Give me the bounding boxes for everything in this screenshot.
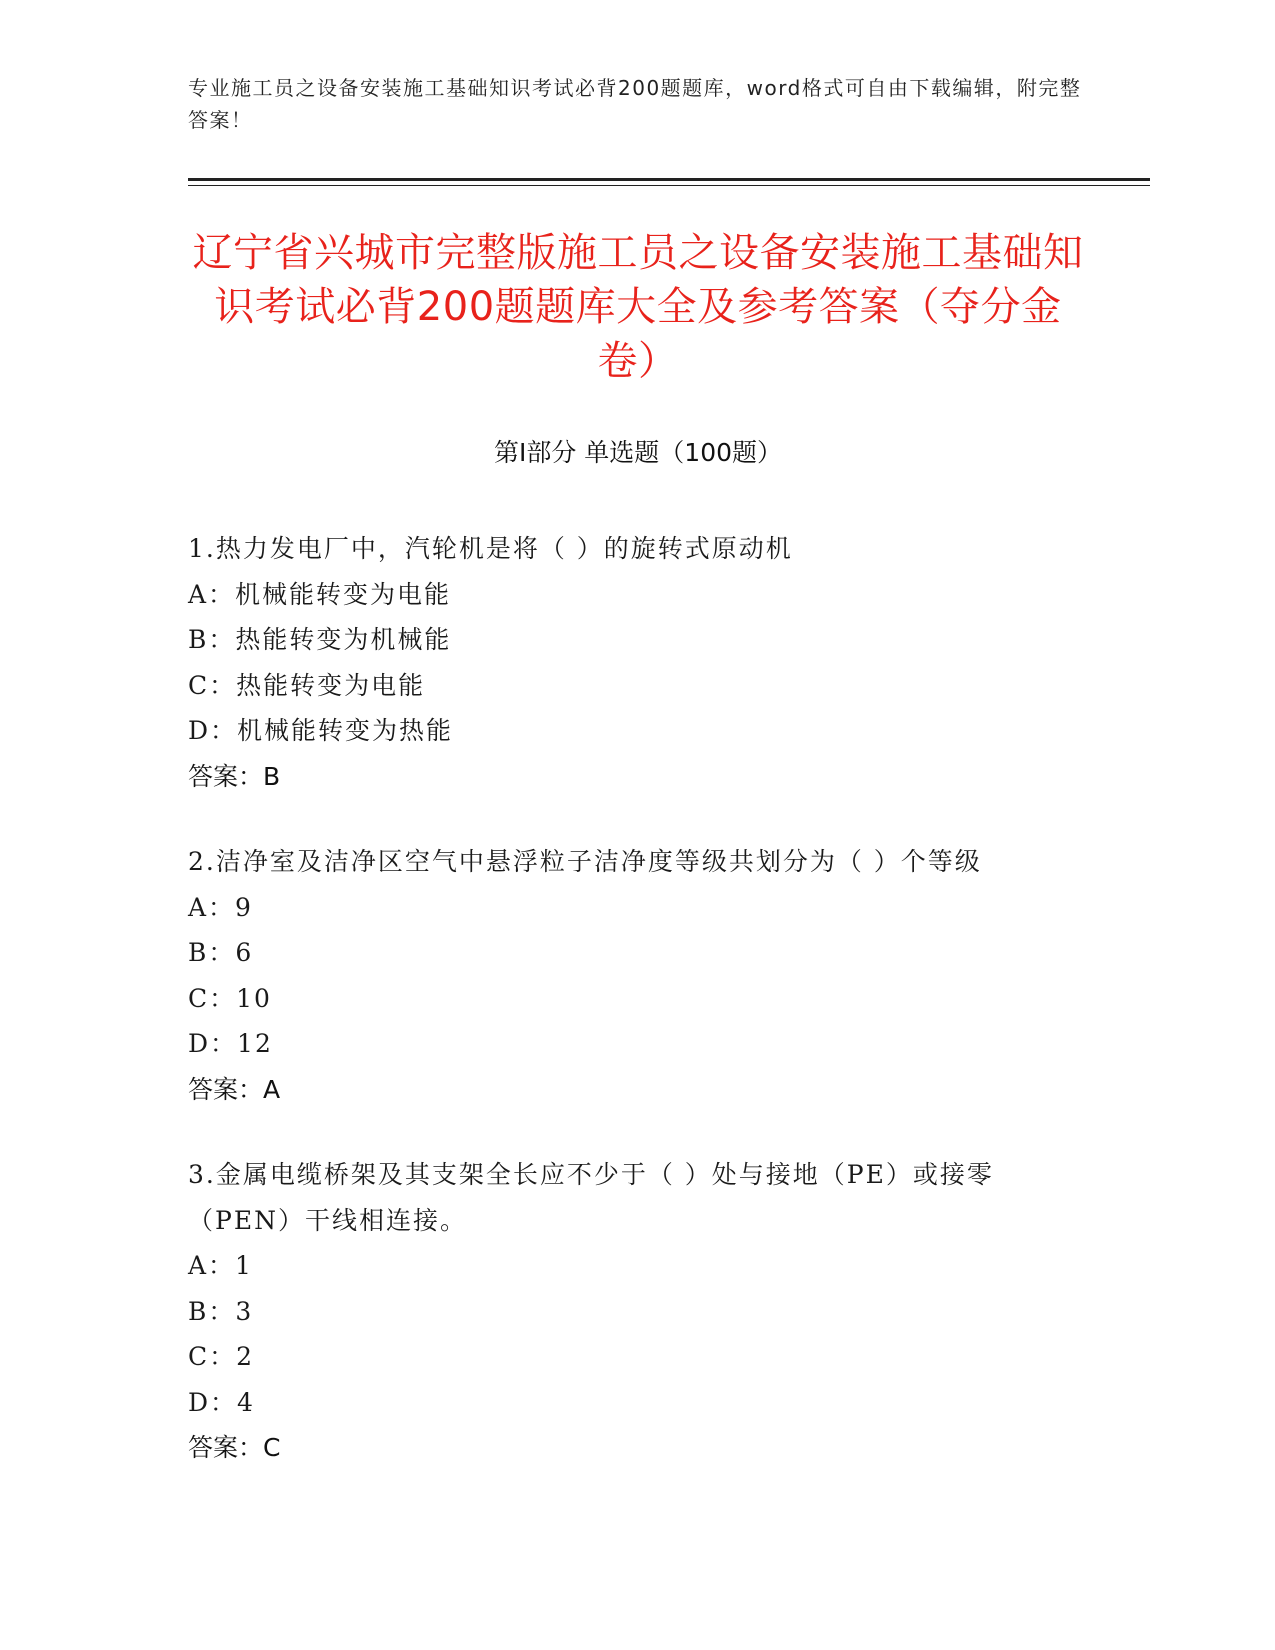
option-c: C：热能转变为电能 <box>188 670 426 700</box>
question-item <box>188 1152 1088 1471</box>
option-b: B：6 <box>188 938 254 967</box>
question-stem: 3.金属电缆桥架及其支架全长应不少于（ ）处与接地（PE）或接零（PEN）干线相连接。 <box>188 1160 994 1235</box>
option-d: D：机械能转变为热能 <box>188 716 454 745</box>
header-note: 专业施工员之设备安装施工基础知识考试必背200题题库，word格式可自由下载编辑，附完整答案！ <box>188 76 1082 132</box>
question-stem: 2.洁净室及洁净区空气中悬浮粒子洁净度等级共划分为（ ）个等级 <box>188 847 982 876</box>
option-d: D：4 <box>188 1387 255 1417</box>
option-b: B：热能转变为机械能 <box>188 625 452 654</box>
option-a: A：9 <box>188 892 253 922</box>
option-c: C：10 <box>188 983 272 1013</box>
answer-text: 答案：C <box>188 1433 281 1462</box>
header-divider-thick <box>188 178 1150 181</box>
option-a: A：机械能转变为电能 <box>188 579 452 609</box>
document-title: 辽宁省兴城市完整版施工员之设备安装施工基础知识考试必背200题题库大全及参考答案（夺分金卷） <box>192 230 1084 384</box>
answer-text: 答案：B <box>188 761 281 791</box>
question-stem: 1.热力发电厂中，汽轮机是将（ ）的旋转式原动机 <box>188 534 793 563</box>
option-b: B：3 <box>188 1296 254 1326</box>
question-item <box>188 839 1088 1112</box>
question-list <box>188 526 1088 1511</box>
option-a: A：1 <box>188 1251 253 1280</box>
option-c: C：2 <box>188 1342 255 1371</box>
option-d: D：12 <box>188 1029 273 1058</box>
question-item <box>188 526 1088 799</box>
header-divider-thin <box>188 185 1150 186</box>
section-title: 第Ⅰ部分 单选题（100题） <box>493 438 783 467</box>
answer-text: 答案：A <box>188 1074 281 1104</box>
